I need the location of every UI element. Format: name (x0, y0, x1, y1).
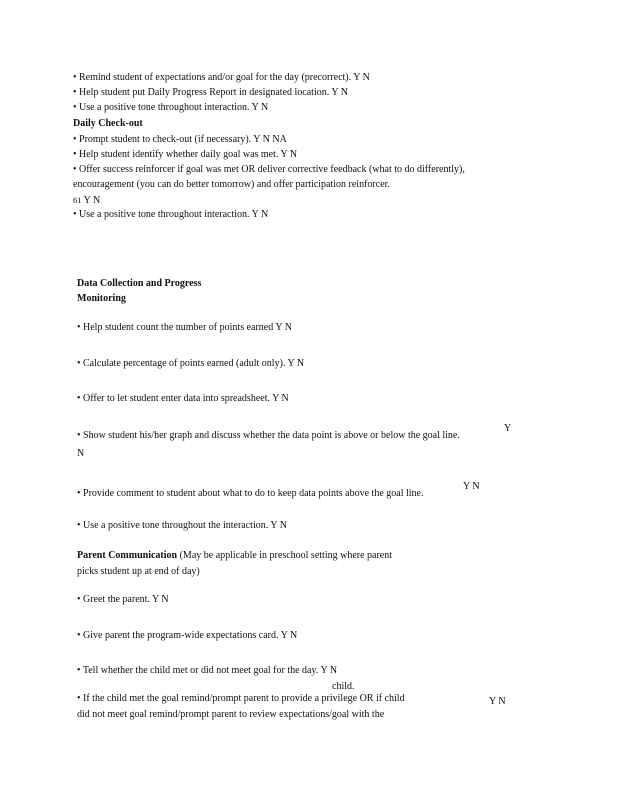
parent-heading-note-line2: picks student up at end of day) (77, 566, 200, 577)
parent-heading-line (77, 550, 392, 562)
yes-no-marker: Y N (463, 481, 480, 492)
yes-no-marker: Y N (489, 696, 506, 707)
list-item: • Calculate percentage of points earned (adult only). Y N (77, 358, 305, 369)
yes-marker: Y (504, 423, 512, 434)
list-item-continuation: did not meet goal remind/prompt parent to review expectations/goal with the (77, 709, 385, 720)
data-collection-heading-line2: Monitoring (77, 293, 126, 304)
no-marker: N (77, 448, 85, 459)
list-item: • If the child met the goal remind/prompt parent to provide a privilege OR if child (77, 693, 405, 704)
list-item: • Offer to let student enter data into spreadsheet. Y N (77, 393, 289, 404)
parent-heading-note: (May be applicable in preschool setting where parent (177, 550, 393, 561)
list-item: • Offer success reinforcer if goal was met OR deliver corrective feedback (what to do differently), (73, 164, 465, 175)
list-item: • Help student put Daily Progress Report in designated location. Y N (73, 87, 348, 98)
list-item: • Use a positive tone throughout the interaction. Y N (77, 520, 287, 531)
list-item-continuation: encouragement (you can do better tomorrow) and offer participation reinforcer. (73, 179, 390, 190)
data-collection-heading: Data Collection and Progress (77, 278, 202, 289)
page-number-line (73, 194, 100, 207)
list-item: • Greet the parent. Y N (77, 594, 169, 605)
checkout-heading: Daily Check-out (73, 118, 143, 129)
list-item: • Provide comment to student about what to do to keep data points above the goal line. (77, 488, 424, 499)
list-item: • Give parent the program-wide expectations card. Y N (77, 630, 298, 641)
list-item: • Tell whether the child met or did not meet goal for the day. Y N (77, 665, 338, 676)
list-item-fragment: child. (332, 681, 355, 692)
list-item: • Show student his/her graph and discuss whether the data point is above or below the goal line. (77, 430, 460, 441)
list-item: • Help student count the number of points earned Y N (77, 322, 292, 333)
page-number: 61 (73, 195, 82, 205)
list-item: • Remind student of expectations and/or goal for the day (precorrect). Y N (73, 72, 370, 83)
parent-heading: Parent Communication (77, 550, 178, 561)
list-item: • Use a positive tone throughout interaction. Y N (73, 102, 269, 113)
yes-no-marker: Y N (83, 195, 101, 206)
list-item: • Use a positive tone throughout interaction. Y N (73, 209, 269, 220)
list-item: • Prompt student to check-out (if necessary). Y N NA (73, 134, 287, 145)
list-item: • Help student identify whether daily goal was met. Y N (73, 149, 298, 160)
